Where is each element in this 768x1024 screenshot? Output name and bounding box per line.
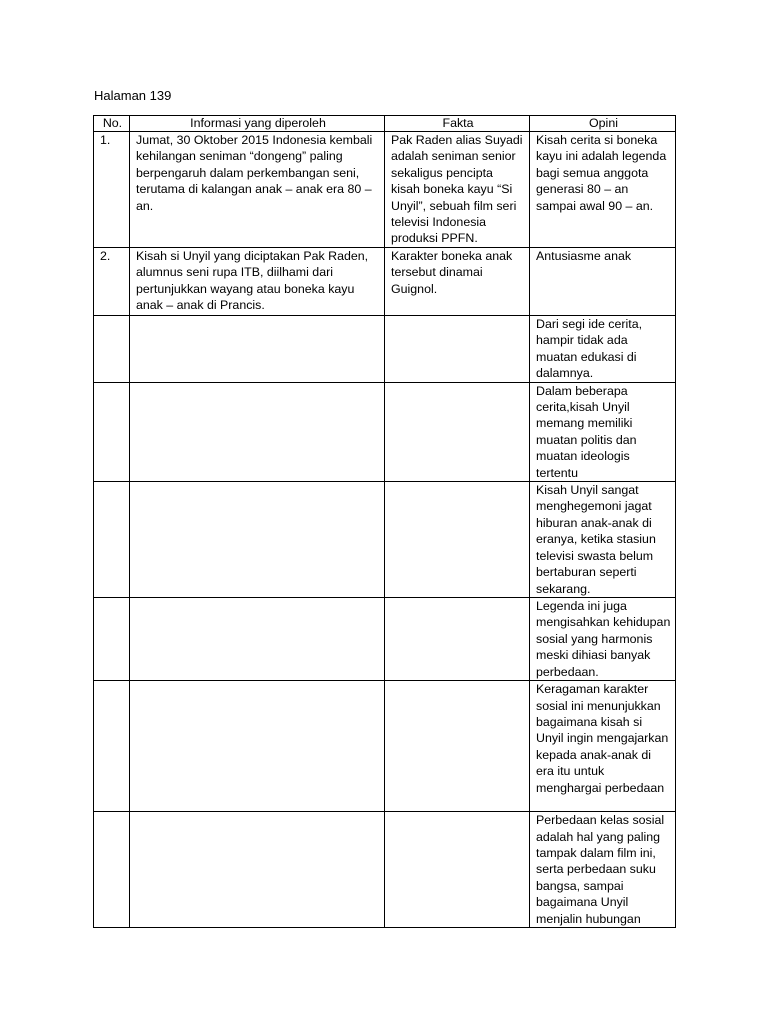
header-no: No.	[94, 116, 130, 132]
cell-informasi	[130, 812, 385, 928]
cell-fakta	[385, 382, 530, 481]
header-opini: Opini	[530, 116, 676, 132]
header-informasi: Informasi yang diperoleh	[130, 116, 385, 132]
cell-informasi: Jumat, 30 Oktober 2015 Indonesia kembali kehilangan seniman “dongeng” paling berpengaruh dalam perkembangan seni, terutama di kalangan anak – anak era 80 – an.	[130, 132, 385, 248]
cell-fakta	[385, 316, 530, 383]
table-row	[94, 598, 676, 681]
cell-informasi	[130, 598, 385, 681]
cell-informasi	[130, 681, 385, 812]
cell-fakta	[385, 681, 530, 812]
cell-no	[94, 598, 130, 681]
table-row	[94, 132, 676, 248]
table-row	[94, 316, 676, 383]
cell-no: 2.	[94, 248, 130, 316]
cell-informasi	[130, 382, 385, 481]
table-header-row	[94, 116, 676, 132]
cell-informasi	[130, 482, 385, 598]
cell-no	[94, 482, 130, 598]
cell-fakta	[385, 812, 530, 928]
header-fakta: Fakta	[385, 116, 530, 132]
table-row	[94, 482, 676, 598]
cell-opini: Perbedaan kelas sosial adalah hal yang paling tampak dalam film ini, serta perbedaan suku bangsa, sampai bagaimana Unyil menjalin hubungan	[530, 812, 676, 928]
cell-opini: Dalam beberapa cerita,kisah Unyil memang memiliki muatan politis dan muatan ideologis tertentu	[530, 382, 676, 481]
cell-no	[94, 681, 130, 812]
cell-no	[94, 316, 130, 383]
cell-no: 1.	[94, 132, 130, 248]
cell-opini: Antusiasme anak	[530, 248, 676, 316]
cell-opini: Legenda ini juga mengisahkan kehidupan sosial yang harmonis meski dihiasi banyak perbedaan.	[530, 598, 676, 681]
cell-no	[94, 812, 130, 928]
cell-informasi: Kisah si Unyil yang diciptakan Pak Raden, alumnus seni rupa ITB, diilhami dari pertunjukkan wayang atau boneka kayu anak – anak di Prancis.	[130, 248, 385, 316]
table-row	[94, 248, 676, 316]
table-row	[94, 681, 676, 812]
cell-informasi	[130, 316, 385, 383]
cell-opini: Dari segi ide cerita, hampir tidak ada muatan edukasi di dalamnya.	[530, 316, 676, 383]
cell-fakta	[385, 598, 530, 681]
cell-opini: Keragaman karakter sosial ini menunjukkan bagaimana kisah si Unyil ingin mengajarkan kepada anak-anak di era itu untuk menghargai perbedaan	[530, 681, 676, 812]
cell-fakta: Pak Raden alias Suyadi adalah seniman senior sekaligus pencipta kisah boneka kayu “Si Unyil”, sebuah film seri televisi Indonesia produksi PPFN.	[385, 132, 530, 248]
cell-no	[94, 382, 130, 481]
cell-opini: Kisah cerita si boneka kayu ini adalah legenda bagi semua anggota generasi 80 – an sampai awal 90 – an.	[530, 132, 676, 248]
table-row	[94, 812, 676, 928]
cell-opini: Kisah Unyil sangat menghegemoni jagat hiburan anak-anak di eranya, ketika stasiun televisi swasta belum bertaburan seperti sekarang.	[530, 482, 676, 598]
table-row	[94, 382, 676, 481]
cell-fakta: Karakter boneka anak tersebut dinamai Guignol.	[385, 248, 530, 316]
page-title: Halaman 139	[94, 88, 172, 103]
cell-fakta	[385, 482, 530, 598]
facts-opinion-table	[93, 115, 676, 928]
